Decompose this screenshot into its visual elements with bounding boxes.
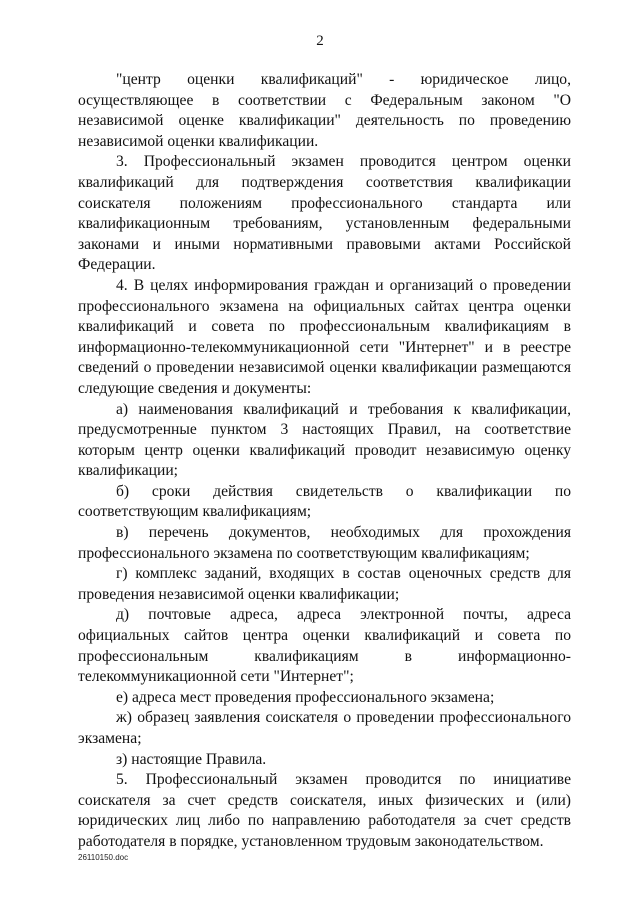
paragraph-4z: з) настоящие Правила.: [116, 750, 267, 768]
paragraph-4: 4. В целях информирования граждан и организаций о проведении профессионального экзамена на официальных сайтах центра оценки квалификаций и совета по профессиональным квалификациям в информационно-телекоммуникационной сети "Интернет" и в реестре сведений о проведении независимой оценки квалификации размещаются следующие сведения и документы:: [78, 276, 571, 397]
paragraph-4g: г) комплекс заданий, входящих в состав оценочных средств для проведения независимой оценки квалификации;: [78, 565, 571, 603]
paragraph-4zh: ж) образец заявления соискателя о проведении профессионального экзамена;: [78, 709, 571, 747]
document-body: [78, 70, 571, 853]
paragraph-4b: б) сроки действия свидетельств о квалификации по соответствующим квалификациям;: [78, 482, 571, 521]
paragraph-4v: в) перечень документов, необходимых для прохождения профессионального экзамена по соответствующим квалификациям;: [78, 524, 571, 562]
page-number: 2: [316, 33, 324, 49]
paragraph-4e: е) адреса мест проведения профессионального экзамена;: [116, 688, 495, 706]
document-file-code: 26110150.doc: [78, 853, 129, 862]
paragraph-3: 3. Профессиональный экзамен проводится центром оценки квалификаций для подтверждения соответствия квалификации соискателя положениям профессионального стандарта или квалификационным требованиям, установленным федеральными законами и иными нормативными правовыми актами Российской Федерации.: [78, 153, 571, 274]
paragraph-4a: а) наименования квалификаций и требования к квалификации, предусмотренные пунктом 3 настоящих Правил, на соответствие которым центр оценки квалификаций проводит независимую оценку квалификации;: [78, 400, 571, 480]
paragraph-definition: "центр оценки квалификаций" - юридическое лицо, осуществляющее в соответствии с Федеральным законом "О независимой оценке квалификации" деятельность по проведению независимой оценки квалификации.: [78, 71, 571, 150]
paragraph-5: 5. Профессиональный экзамен проводится по инициативе соискателя за счет средств соискателя, иных физических и (или) юридических лиц либо по направлению работодателя за счет средств работодателя в порядке, установленном трудовым законодательством.: [78, 771, 571, 850]
paragraph-4d: д) почтовые адреса, адреса электронной почты, адреса официальных сайтов центра оценки квалификаций и совета по профессиональным квалификациям в информационно-телекоммуникационной сети "Интернет";: [78, 606, 571, 686]
